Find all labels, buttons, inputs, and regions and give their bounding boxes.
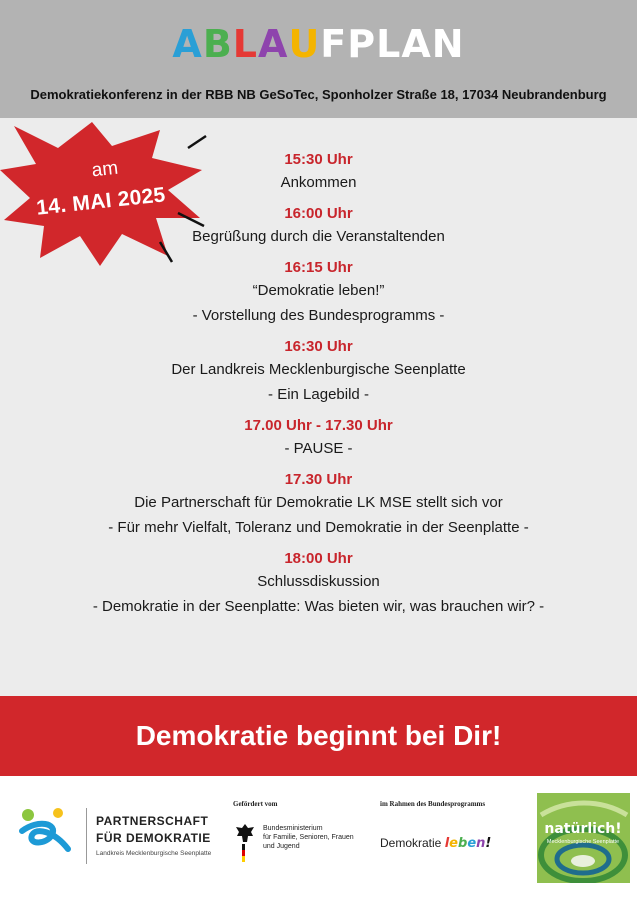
title-letter: A (172, 22, 203, 66)
nat-ring (571, 855, 595, 867)
title-letter: A (401, 22, 432, 66)
ministry-line: für Familie, Senioren, Frauen (263, 834, 354, 841)
agenda-text: Begrüßung durch die Veranstaltenden (192, 228, 445, 245)
logo-swirl (22, 824, 68, 849)
agenda-time: 17.30 Uhr (284, 471, 353, 488)
agenda-text: Schlussdiskussion (257, 573, 380, 590)
dl-leben-letter: n (476, 836, 486, 851)
pfd-title-line2: FÜR DEMOKRATIE (96, 831, 211, 845)
dl-leben-letter: e (449, 836, 458, 851)
partnerschaft-logo (18, 805, 80, 861)
title-letter: F (320, 22, 348, 66)
title-letter: U (288, 22, 321, 66)
agenda-text: Der Landkreis Mecklenburgische Seenplatte (171, 361, 466, 378)
gefoerdert-label: Gefördert vom (233, 800, 278, 808)
agenda-item (0, 258, 637, 328)
pfd-title-line1: PARTNERSCHAFT (96, 814, 209, 828)
dl-leben-letter: ! (485, 836, 492, 851)
agenda-text: - Ein Lagebild - (268, 386, 369, 403)
nat-title: natürlich! (544, 821, 622, 837)
ministry-line: Bundesministerium (263, 825, 323, 832)
agenda-item (0, 204, 637, 249)
agenda-list (0, 150, 637, 628)
nat-sub: Mecklenburgische Seenplatte (546, 839, 620, 845)
logo-dot-green (22, 809, 34, 821)
title-letter: L (232, 22, 259, 66)
agenda-text: Die Partnerschaft für Demokratie LK MSE stellt sich vor (134, 494, 503, 511)
agenda-item (0, 416, 637, 461)
ministry-name (263, 824, 373, 851)
agenda-item (0, 337, 637, 407)
flag-red (242, 850, 245, 856)
agenda-text: Ankommen (280, 174, 357, 191)
dl-leben-letter: b (458, 836, 468, 851)
agenda-text: - PAUSE - (284, 440, 353, 457)
agenda-item (0, 150, 637, 195)
agenda-time: 16:30 Uhr (284, 338, 353, 355)
title-letter: N (431, 22, 465, 66)
agenda-text: “Demokratie leben!” (252, 282, 385, 299)
title-letter: A (258, 22, 289, 66)
dl-leben-word (445, 836, 492, 851)
demokratie-leben-logo (380, 836, 491, 851)
burst-spark-line (188, 136, 206, 148)
agenda-text: - Für mehr Vielfalt, Toleranz und Demokratie in der Seenplatte - (108, 519, 529, 536)
burst-date-label: 14. MAI 2025 (35, 183, 167, 220)
logo-dot-yellow (53, 808, 63, 818)
agenda-time: 17.00 Uhr - 17.30 Uhr (244, 417, 393, 434)
ministry-line: und Jugend (263, 843, 300, 850)
dl-prefix: Demokratie (380, 836, 442, 850)
event-location-subtitle: Demokratiekonferenz in der RBB NB GeSoTec, Sponholzer Straße 18, 17034 Neubrandenburg (30, 87, 607, 102)
page-title (0, 22, 637, 66)
agenda-text: - Demokratie in der Seenplatte: Was bieten wir, was brauchen wir? - (92, 598, 545, 615)
title-letter: B (202, 22, 233, 66)
pfd-subline: Landkreis Mecklenburgische Seenplatte (96, 850, 212, 857)
dl-leben-letter: l (444, 836, 450, 851)
agenda-time: 15:30 Uhr (284, 151, 353, 168)
eagle-shape (236, 824, 254, 842)
federal-eagle-icon (233, 822, 257, 864)
footer-divider (86, 808, 87, 864)
agenda-time: 18:00 Uhr (284, 550, 353, 567)
slogan-text: Demokratie beginnt bei Dir! (135, 720, 502, 751)
agenda-item (0, 549, 637, 619)
flag-gold (242, 856, 245, 862)
agenda-item (0, 470, 637, 540)
flag-black (242, 844, 245, 850)
agenda-time: 16:15 Uhr (284, 259, 353, 276)
natuerlich-logo (537, 793, 630, 883)
agenda-time: 16:00 Uhr (284, 205, 353, 222)
dl-leben-letter: e (467, 836, 477, 851)
burst-am-label: am (90, 157, 120, 182)
bundesprogramm-label: im Rahmen des Bundesprogramms (380, 800, 486, 808)
title-letter: P (347, 22, 377, 66)
title-letter: L (376, 22, 402, 66)
agenda-text: - Vorstellung des Bundesprogramms - (192, 307, 445, 324)
